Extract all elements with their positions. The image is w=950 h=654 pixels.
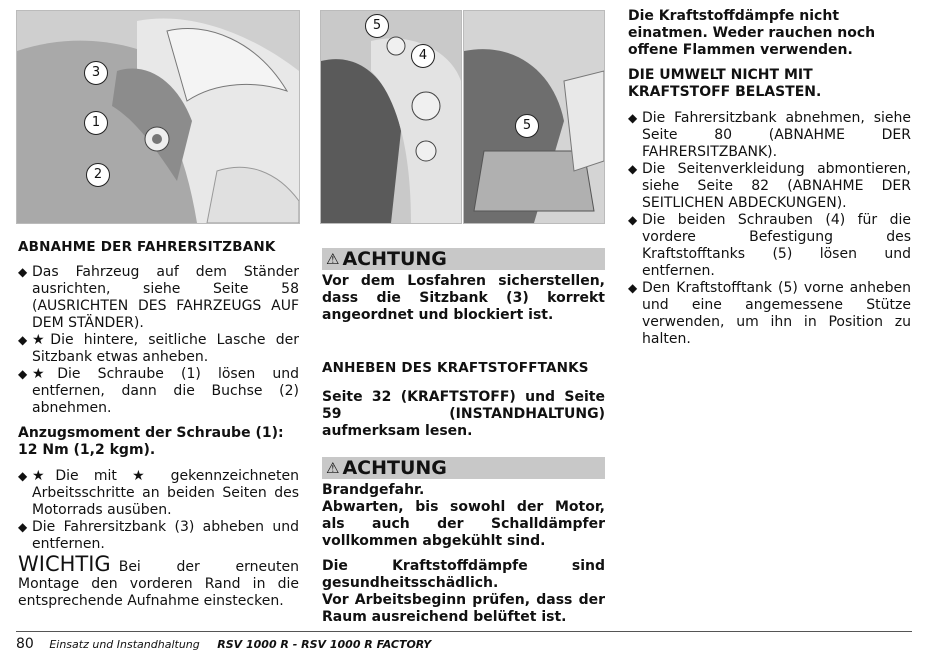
warning-triangle-icon: ⚠ (326, 250, 340, 268)
page-number: 80 (16, 636, 34, 652)
tank-screws-photo (320, 10, 462, 224)
seat-removal-steps (18, 264, 299, 417)
diamond-bullet-icon: ◆ (628, 281, 638, 295)
footer-rule (16, 631, 912, 632)
warning-banner-2: ⚠ ACHTUNG (322, 457, 605, 479)
footer-section: Einsatz und Instandhaltung (49, 638, 200, 651)
callout-5-mid: 5 (365, 14, 389, 38)
wichtig-note (18, 552, 299, 610)
list-item: ◆ Das Fahrzeug auf dem Ständer ausrichten, siehe Seite 58 (AUSRICHTEN DES FAHRZEUGS AUF DEM STÄNDER). (18, 264, 299, 331)
reference-text: Seite 32 (KRAFTSTOFF) und Seite 59 (INSTANDHALTUNG) aufmerksam lesen. (322, 389, 605, 439)
diamond-bullet-icon: ◆ (18, 333, 28, 347)
torque-note: Anzugsmoment der Schraube (1): 12 Nm (1,2 kgm). (18, 425, 284, 458)
wichtig-label: WICHTIG (18, 552, 111, 576)
diamond-bullet-icon: ◆ (18, 367, 28, 381)
list-item: ◆ ★Die hintere, seitliche Lasche der Sitzbank etwas anheben. (18, 332, 299, 365)
seat-removal-steps-2 (18, 468, 299, 553)
section-heading-tank-lift: ANHEBEN DES KRAFTSTOFFTANKS (322, 360, 589, 376)
callout-4: 4 (411, 44, 435, 68)
column-3 (628, 8, 911, 348)
section-heading-seat-removal: ABNAHME DER FAHRERSITZBANK (18, 239, 276, 255)
seat-removal-photo (16, 10, 300, 224)
warning-text-2-line-4: Vor Arbeitsbeginn prüfen, dass der Raum ausreichend belüftet ist. (322, 592, 605, 625)
list-item: ◆ Die beiden Schrauben (4) für die vordere Befestigung des Kraftstofftanks (5) lösen und entfernen. (628, 212, 911, 279)
diamond-bullet-icon: ◆ (18, 469, 28, 483)
diamond-bullet-icon: ◆ (628, 213, 638, 227)
warning-text-2-line-2: Abwarten, bis sowohl der Motor, als auch der Schalldämpfer vollkommen abgekühlt sind. (322, 499, 605, 549)
callout-3: 3 (84, 61, 108, 85)
list-item: ◆ Die Fahrersitzbank abnehmen, siehe Seite 80 (ABNAHME DER FAHRERSITZBANK). (628, 110, 911, 160)
warning-text-2-line-1: Brandgefahr. (322, 482, 425, 498)
list-item: ◆ Den Kraftstofftank (5) vorne anheben und eine angemessene Stütze verwenden, um ihn in Position zu halten. (628, 280, 911, 347)
footer-model: RSV 1000 R - RSV 1000 R FACTORY (217, 638, 432, 651)
environment-warning: DIE UMWELT NICHT MIT KRAFTSTOFF BELASTEN. (628, 67, 822, 100)
column-2 (322, 248, 605, 626)
diamond-bullet-icon: ◆ (18, 520, 28, 534)
diamond-bullet-icon: ◆ (18, 265, 28, 279)
diamond-bullet-icon: ◆ (628, 111, 638, 125)
callout-1: 1 (84, 111, 108, 135)
warning-banner-1: ⚠ ACHTUNG (322, 248, 605, 270)
list-item: ◆ Die Fahrersitzbank (3) abheben und entfernen. (18, 519, 299, 552)
callout-2: 2 (86, 163, 110, 187)
warning-text-2-line-3: Die Kraftstoffdämpfe sind gesundheitsschädlich. (322, 558, 605, 591)
warning-triangle-icon: ⚠ (326, 459, 340, 477)
footer (16, 636, 912, 652)
seat-removal-illustration (17, 11, 299, 223)
list-item: ◆ ★Die Schraube (1) lösen und entfernen, dann die Buchse (2) abnehmen. (18, 366, 299, 416)
fuel-vapour-warning: Die Kraftstoffdämpfe nicht einatmen. Weder rauchen noch offene Flammen verwenden. (628, 8, 876, 58)
list-item: ◆ Die Seitenverkleidung abmontieren, siehe Seite 82 (ABNAHME DER SEITLICHEN ABDECKUNGEN). (628, 161, 911, 211)
column-1 (18, 239, 299, 610)
wichtig-text: Bei der erneuten Montage den vorderen Rand in die entsprechende Aufnahme einstecken. (18, 559, 299, 609)
callout-5-right: 5 (515, 114, 539, 138)
warning-text-1: Vor dem Losfahren sicherstellen, dass die Sitzbank (3) korrekt angeordnet und blockiert ist. (322, 273, 605, 323)
tank-lift-steps (628, 110, 911, 348)
diamond-bullet-icon: ◆ (628, 162, 638, 176)
tank-screws-illustration (321, 11, 461, 223)
list-item: ◆ ★Die mit ★ gekennzeichneten Arbeitsschritte an beiden Seiten des Motorrads ausüben. (18, 468, 299, 518)
